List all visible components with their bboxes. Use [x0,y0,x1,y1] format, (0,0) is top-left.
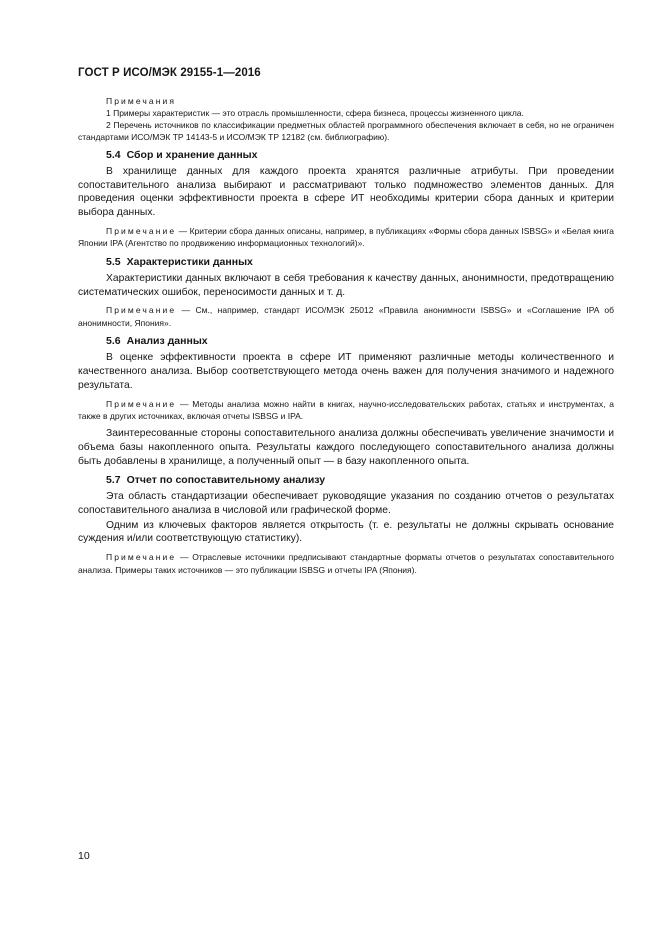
page-number: 10 [78,850,90,862]
note-label: Примечание [106,305,177,316]
section-heading-5-5 [78,255,614,269]
document-header: ГОСТ Р ИСО/МЭК 29155-1—2016 [78,67,261,79]
note-label: Примечание [106,398,177,409]
section-note [78,398,614,422]
section-title: Анализ данных [126,334,208,347]
section-heading-5-6 [78,334,614,348]
paragraph: В оценке эффективности проекта в сфере ИТ применяют различные методы количественного и качественного анализа. Выбор соответствующего метода очень важен для получения значимого и надежного результата. [78,351,614,391]
notes-item: 1 Примеры характеристик — это отрасль промышленности, сфера бизнеса, процессы жизненного цикла. [106,108,524,118]
notes-item: 2 Перечень источников по классификации предметных областей программного обеспечения включает в себя, но не ограничен стандартами ИСО/МЭК ТР 14143-5 и ИСО/МЭК ТР 12182 (см. библиографию). [78,120,614,143]
note-text: — См., например, стандарт ИСО/МЭК 25012 «Правила анонимности ISBSG» и «Соглашение IPA об анонимности, Япония». [78,305,614,328]
paragraph: Эта область стандартизации обеспечивает руководящие указания по созданию отчетов о результатах сопоставительного анализа в числовой или графической форме. [78,490,614,516]
section-number: 5.4 [106,148,121,161]
section-number: 5.5 [106,255,121,268]
paragraph: Характеристики данных включают в себя требования к качеству данных, анонимности, предотвращению систематических ошибок, переносимости данных и т. д. [78,272,614,298]
section-title: Сбор и хранение данных [126,148,258,161]
section-title: Характеристики данных [126,255,253,268]
section-heading-5-7 [78,473,614,487]
section-number: 5.7 [106,473,121,486]
paragraph: Заинтересованные стороны сопоставительного анализа должны обеспечивать увеличение значимости и объема базы накопленного опыта. Результаты каждого последующего сопоставительного анализа должны быть добавлены в хранилище, а полученный опыт — в базу накопленного опыта. [78,427,614,467]
section-heading-5-4 [78,148,614,162]
section-number: 5.6 [106,334,121,347]
paragraph: В хранилище данных для каждого проекта хранятся различные атрибуты. При проведении сопоставительного анализа выбирают и рассматривают только подмножество элементов данных. Для проведения оценки эффективности проекта в сфере ИТ необходимы критерии сбора данных и критерии выбора данных. [78,165,614,219]
section-note [78,551,614,575]
note-text: — Критерии сбора данных описаны, например, в публикациях «Формы сбора данных ISBSG» и «Белая книга Японии IPA (Агентство по продвижению информационных технологий)». [78,226,614,249]
section-note [78,304,614,328]
page-content [78,95,614,581]
note-label: Примечание [106,552,177,563]
notes-label: Примечания [106,96,177,106]
note-text: — Методы анализа можно найти в книгах, научно-исследовательских работах, статьях и инструментах, а также в других источниках, включая отчеты ISBSG и IPA. [78,398,614,421]
paragraph: Одним из ключевых факторов является открытость (т. е. результаты не должны скрывать основание суждения и/или соответствующую статистику). [78,519,614,545]
note-label: Примечание [106,226,177,237]
note-text: — Отраслевые источники предписывают стандартные форматы отчетов о результатах сопоставительного анализа. Примеры таких источников — это публикации ISBSG и отчеты IPA (Япония). [78,552,614,575]
section-title: Отчет по сопоставительному анализу [126,473,326,486]
section-note [78,225,614,249]
